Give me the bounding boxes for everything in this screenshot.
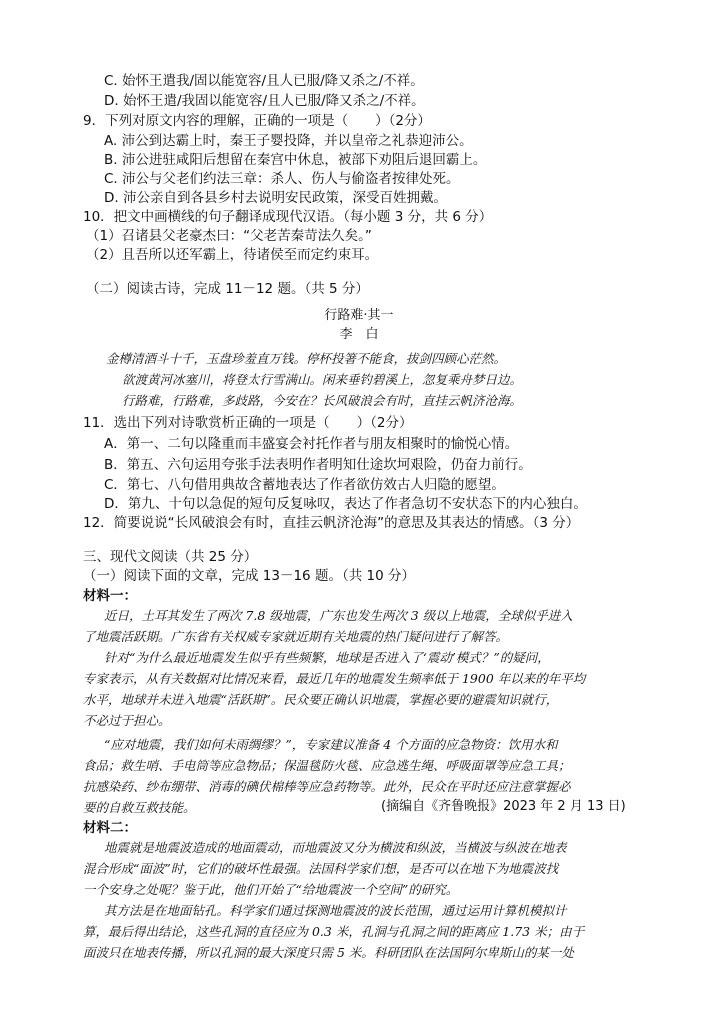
q11-option-d: D．第九、十句以急促的短句反复咏叹，表达了作者急切不安状态下的内心独白。 bbox=[104, 496, 587, 512]
material-2-line: 其方法是在地面钻孔。科学家们通过探测地震波的波长范围，通过运用计算机模拟计 bbox=[104, 903, 567, 918]
q9-stem: 9．下列对原文内容的理解，正确的一项是（ ）（2分） bbox=[83, 113, 431, 129]
section-3-subheading: （一）阅读下面的文章，完成 13－16 题。（共 10 分） bbox=[83, 568, 415, 584]
q8-option-d: D. 始怀王遣/我固以能宽容/且人已服/降又杀之/不祥。 bbox=[104, 93, 425, 109]
material-1-line: 了地震活跃期。广东省有关权威专家就近期有关地震的热门疑问进行了解答。 bbox=[83, 629, 509, 644]
q11-option-c: C．第七、八句借用典故含蓄地表达了作者欲仿效古人归隐的愿望。 bbox=[104, 477, 505, 493]
q10-sentence-1: （1）召诸县父老豪杰曰：“父老苦秦苛法久矣。” bbox=[86, 228, 372, 244]
material-1-line: 抗感染药、纱布绷带、消毒的碘伏棉棒等应急药物等。此外，民众在平时还应注意掌握必 bbox=[83, 779, 571, 794]
poem-section-heading: （二）阅读古诗，完成 11－12 题。（共 5 分） bbox=[86, 281, 369, 297]
q10-stem: 10．把文中画横线的句子翻译成现代汉语。（每小题 3 分，共 6 分） bbox=[83, 209, 493, 225]
q8-option-c: C. 始怀王遣我/固以能宽容/且人已服/降又杀之/不祥。 bbox=[104, 73, 424, 89]
q9-option-c: C. 沛公与父老们约法三章：杀人、伤人与偷盗者按律处死。 bbox=[104, 171, 460, 187]
q9-option-a: A. 沛公到达霸上时，秦王子婴投降，并以皇帝之礼恭迎沛公。 bbox=[104, 133, 473, 149]
q11-option-b: B．第五、六句运用夸张手法表明作者明知仕途坎坷艰险，仍奋力前行。 bbox=[104, 457, 532, 473]
material-1-label: 材料一： bbox=[83, 588, 137, 604]
material-1-source: (摘编自《齐鲁晚报》2023 年 2 月 13 日) bbox=[381, 799, 626, 814]
q10-sentence-2: （2）且吾所以还军霸上，待诸侯至而定约束耳。 bbox=[86, 247, 379, 263]
q11-stem: 11．选出下列对诗歌赏析正确的一项是（ ）（2分） bbox=[83, 415, 413, 431]
material-1-line: 食品；救生哨、手电筒等应急物品；保温毯防火毯、应急逃生绳、呼吸面罩等应急工具； bbox=[83, 758, 571, 773]
material-1-line: 近日，土耳其发生了两次 7.8 级地震，广东也发生两次 3 级以上地震，全球似乎进入 bbox=[104, 608, 573, 623]
q12-stem: 12．简要说说“长风破浪会有时，直挂云帆济沧海”的意思及其表达的情感。（3 分） bbox=[83, 515, 580, 531]
material-2-line: 面波只在地表传播，所以孔洞的最大深度只需 5 米。科研团队在法国阿尔卑斯山的某一处 bbox=[83, 945, 574, 960]
q9-option-b: B. 沛公进驻咸阳后想留在秦宫中休息，被部下劝阻后退回霸上。 bbox=[104, 152, 487, 168]
q9-option-d: D. 沛公亲自到各县乡村去说明安民政策，深受百姓拥戴。 bbox=[104, 190, 447, 206]
material-1-line: 不必过于担心。 bbox=[83, 713, 171, 728]
poem-line-1: 金樽清酒斗十千，玉盘珍羞直万钱。停杯投箸不能食，拔剑四顾心茫然。 bbox=[106, 351, 507, 366]
material-2-line: 混合形成“面波”时，它们的破坏性最强。法国科学家们想，是否可以在地下为地震波找 bbox=[83, 861, 559, 876]
material-1-line: 要的自救互救技能。 bbox=[83, 800, 196, 815]
material-2-label: 材料二： bbox=[83, 820, 137, 836]
material-2-line: 算，最后得出结论，这些孔洞的直径应为 0.3 米，孔洞与孔洞之间的距离应 1.73 米；由于 bbox=[83, 924, 585, 939]
poem-line-2: 欲渡黄河冰塞川，将登太行雪满山。闲来垂钓碧溪上，忽复乘舟梦日边。 bbox=[122, 372, 523, 387]
poem-line-3: 行路难，行路难，多歧路，今安在？长风破浪会有时，直挂云帆济沧海。 bbox=[122, 393, 523, 408]
material-2-line: 地震就是地震波造成的地面震动，而地震波又分为横波和纵波，当横波与纵波在地表 bbox=[104, 840, 567, 855]
material-1-line: 针对“为什么最近地震发生似乎有些频繁，地球是否进入了‘震动’模式？”的疑问， bbox=[104, 650, 550, 665]
material-1-line: 专家表示，从有关数据对比情况来看，最近几年的地震发生频率低于 1900 年以来的年平均 bbox=[83, 671, 586, 686]
material-1-line: “应对地震，我们如何未雨绸缪？”，专家建议准备 4 个方面的应急物资：饮用水和 bbox=[104, 737, 558, 752]
material-1-line: 水平，地球并未进入地震“活跃期”。民众要正确认识地震，掌握必要的避震知识就行， bbox=[83, 692, 559, 707]
section-3-heading: 三、现代文阅读（共 25 分） bbox=[83, 549, 258, 565]
poem-author: 李 白 bbox=[339, 327, 379, 342]
q11-option-a: A．第一、二句以隆重而丰盛宴会衬托作者与朋友相聚时的愉悦心情。 bbox=[104, 436, 519, 452]
material-2-line: 一个安身之处呢？鉴于此，他们开始了“给地震波一个空间”的研究。 bbox=[83, 882, 459, 897]
poem-title: 行路难·其一 bbox=[324, 308, 394, 323]
